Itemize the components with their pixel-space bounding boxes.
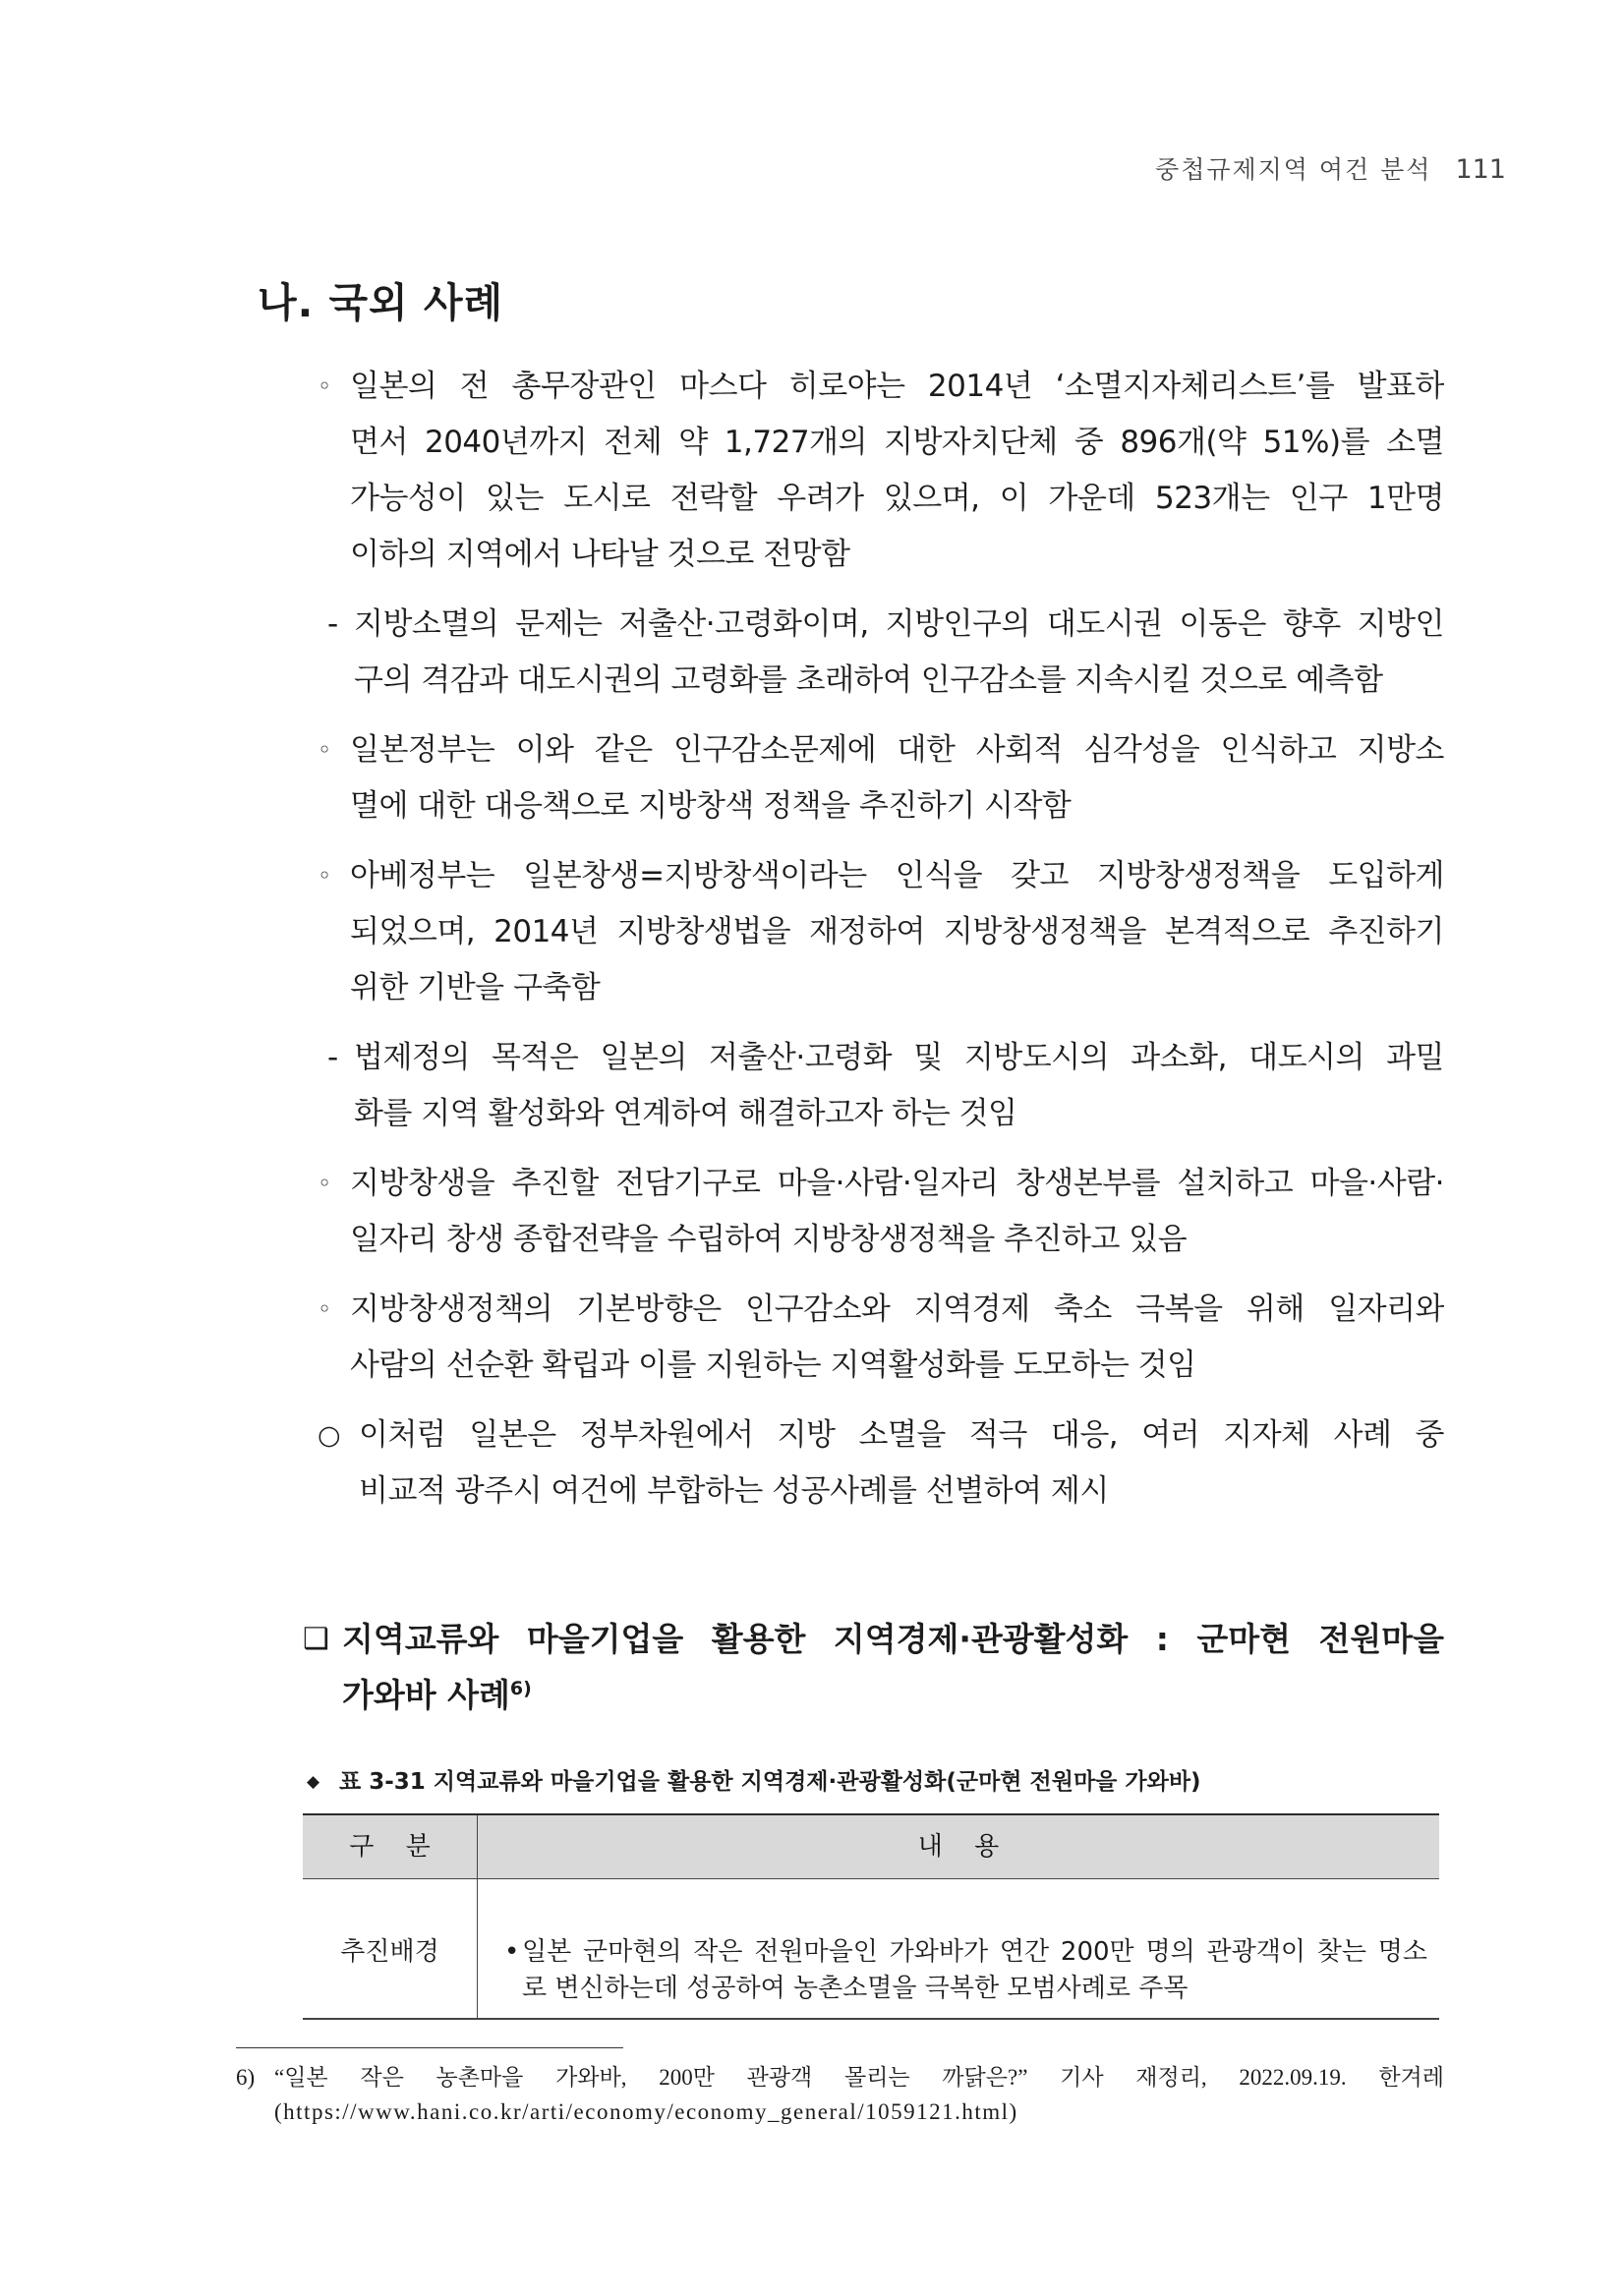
paragraph-line: 위한 기반을 구축함 (350, 970, 601, 1005)
bullet-marker: ◦ (318, 1170, 331, 1197)
bullet-icon: • (504, 1937, 520, 1967)
paragraph-line: 화를 지역 활성화와 연계하여 해결하고자 하는 것임 (354, 1096, 1017, 1131)
footnote (236, 2060, 1444, 2129)
running-title: 중첩규제지역 여건 분석 (1155, 155, 1432, 184)
paragraph-line: 법제정의 목적은 일본의 저출산·고령화 및 지방도시의 과소화, 대도시의 과밀 (354, 1040, 1444, 1075)
bullet-marker: ◦ (318, 736, 331, 764)
table-row (303, 1879, 1439, 2020)
paragraph-line: 지방창생정책의 기본방향은 인구감소와 지역경제 축소 극복을 위해 일자리와 (350, 1292, 1444, 1327)
bullet-marker: ◦ (318, 862, 331, 890)
row-label: 추진배경 (340, 1937, 439, 1967)
bullet-paragraph (318, 359, 1444, 583)
paragraph-line: 일본의 전 총무장관인 마스다 히로야는 2014년 ‘소멸지자체리스트’를 발표하 (350, 369, 1444, 404)
paragraph-line: 되었으며, 2014년 지방창생법을 재정하여 지방창생정책을 본격적으로 추진하기 (350, 914, 1444, 949)
row-content (477, 1879, 1439, 2018)
footnote-reference: 6) (509, 1678, 532, 1699)
bullet-paragraph (318, 848, 1444, 1016)
checkbox-square-icon: ❑ (303, 1622, 329, 1656)
paragraph-line: 구의 격감과 대도시권의 고령화를 초래하여 인구감소를 지속시킬 것으로 예측함 (354, 662, 1383, 698)
paragraph-line: 이처럼 일본은 정부차원에서 지방 소멸을 적극 대응, 여러 지자체 사례 중 (359, 1417, 1444, 1453)
table-caption-text: 표 3-31 지역교류와 마을기업을 활용한 지역경제·관광활성화(군마현 전원마을 가와바) (339, 1769, 1201, 1795)
table-caption (307, 1764, 1201, 1800)
page-number: 111 (1455, 154, 1506, 185)
bullet-paragraph (318, 1282, 1444, 1394)
footnote-number: 6) (236, 2065, 256, 2090)
body-text (318, 359, 1444, 1533)
bullet-paragraph (318, 722, 1444, 834)
footnote-line: “일본 작은 농촌마을 가와바, 200만 관광객 몰리는 까닭은?” 기사 재정리, 2022.09.19. 한겨레 (274, 2065, 1444, 2090)
paragraph-line: 사람의 선순환 확립과 이를 지원하는 지역활성화를 도모하는 것임 (350, 1348, 1196, 1383)
paragraph-line: 가능성이 있는 도시로 전락할 우려가 있으며, 이 가운데 523개는 인구 1만명 (350, 481, 1444, 516)
paragraph-line: 이하의 지역에서 나타날 것으로 전망함 (350, 537, 850, 572)
section-title: 나. 국외 사례 (258, 279, 504, 326)
running-header (1155, 153, 1506, 187)
column-header-content: 내 용 (477, 1815, 1439, 1878)
paragraph-line: 면서 2040년까지 전체 약 1,727개의 지방자치단체 중 896개(약 51%)를 소멸 (350, 425, 1444, 460)
heading-line-2 (342, 1667, 1444, 1723)
heading-line: 지역교류와 마을기업을 활용한 지역경제·관광활성화 : 군마현 전원마을 (342, 1620, 1444, 1658)
table-header-row (303, 1813, 1439, 1879)
paragraph-line: 지방창생을 추진할 전담기구로 마을·사람·일자리 창생본부를 설치하고 마을·사람· (350, 1166, 1444, 1201)
heading-line-text: 가와바 사례 (342, 1676, 510, 1714)
bullet-marker: ◦ (318, 1295, 331, 1323)
paragraph-line: 지방소멸의 문제는 저출산·고령화이며, 지방인구의 대도시권 이동은 향후 지방인 (354, 606, 1444, 642)
diamond-icon: ◆ (307, 1772, 320, 1792)
subsection-heading (303, 1611, 1444, 1723)
column-header-category: 구 분 (349, 1832, 442, 1862)
dash-paragraph (318, 597, 1444, 709)
cell-line: 로 변신하는데 성공하여 농촌소멸을 극복한 모범사례로 주목 (522, 1974, 1189, 2003)
footnote-divider (236, 2047, 623, 2048)
footnote-url: (https://www.hani.co.kr/arti/economy/economy_general/1059121.html) (274, 2099, 1018, 2124)
paragraph-line: 일본정부는 이와 같은 인구감소문제에 대한 사회적 심각성을 인식하고 지방소 (350, 732, 1444, 768)
summary-paragraph (318, 1407, 1444, 1520)
bullet-marker: ◦ (318, 373, 331, 400)
dash-marker: - (327, 1040, 338, 1075)
data-table (303, 1813, 1439, 2020)
paragraph-line: 아베정부는 일본창생=지방창색이라는 인식을 갖고 지방창생정책을 도입하게 (350, 858, 1444, 893)
cell-line: 일본 군마현의 작은 전원마을인 가와바가 연간 200만 명의 관광객이 찾는 명소 (522, 1937, 1427, 1967)
paragraph-line: 일자리 창생 종합전략을 수립하여 지방창생정책을 추진하고 있음 (350, 1222, 1188, 1257)
dash-marker: - (327, 606, 338, 642)
paragraph-line: 멸에 대한 대응책으로 지방창색 정책을 추진하기 시작함 (350, 788, 1072, 824)
dash-paragraph (318, 1030, 1444, 1142)
bullet-paragraph (318, 1156, 1444, 1268)
paragraph-line: 비교적 광주시 여건에 부합하는 성공사례를 선별하여 제시 (359, 1473, 1109, 1509)
circle-marker: ○ (318, 1420, 341, 1451)
